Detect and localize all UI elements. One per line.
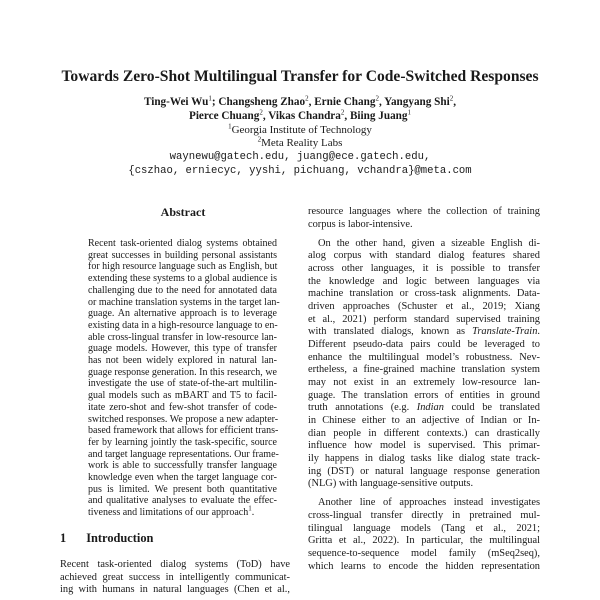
text-line: ily happens in dialog tasks like dialog state track- [308,452,540,464]
affiliation-name: Georgia Institute of Technology [231,124,372,136]
italic-term: Indian [416,402,444,414]
authors-line-1 [0,96,600,108]
text-line: ing (DST) or natural language response generation [308,465,540,477]
text-line: existing data in a high-resource language to en- [88,319,278,331]
text-line: which learns to encode the hidden representation [308,560,540,572]
text-segment: . [537,326,540,338]
author-affiliation-mark: 2 [305,94,309,103]
text-segment: could be translated [443,402,540,414]
text-line: able cross-lingual transfer in low-resource lan- [88,331,277,343]
text-line: guage response generation. In this research, we [88,366,277,378]
text-line: and qualitative analyses to evaluate the effec- [88,495,277,507]
text-line: Gritta et al., 2022). In particular, the multilingual [308,535,540,547]
paper-title: Towards Zero-Shot Multilingual Transfer for Code-Switched Responses [61,68,539,85]
footnote-mark: 1 [248,504,252,513]
text-line: switched responses. We propose a new adapter- [88,413,279,425]
affiliation-mark: 1 [228,122,232,131]
text-line: achieved great success in intelligently communicat- [60,571,290,583]
affiliation-1 [0,124,600,136]
author-affiliation-mark: 2 [375,94,379,103]
author-name: Biing Juang [349,110,408,122]
affiliation-mark: 2 [257,135,262,144]
author-separator: , [378,96,385,108]
emails-line-1: waynewu@gatech.edu, juang@ece.gatech.edu, [169,151,431,163]
text-line: On the other hand, given a sizeable English di- [318,237,540,249]
author-name: Ting-Wei Wu [143,96,209,108]
text-line: challenging due to the need for annotated data [88,284,277,296]
author-affiliation-mark: 2 [259,108,263,117]
text-segment: with translated dialogs, known as [308,326,473,338]
text-segment: . [251,507,255,519]
author-affiliation-mark: 1 [407,108,411,117]
text-line: and target language representations. Our frame- [88,448,279,460]
text-line: for high resource language such as English, but [88,261,278,273]
text-line: Another line of approaches instead investigates [318,497,540,509]
text-line: tilingual language models (Tang et al., 2021; [308,522,540,534]
text-line [308,326,540,339]
author-separator: ; [211,96,219,108]
text-line: alog corpus with standard dialog features shared [308,250,540,262]
text-line: pus is limited. We present both quantitative [88,483,277,495]
text-line: the knowledge and logic between languages via [308,275,540,287]
author-name: Yangyang Shi [384,96,450,108]
text-line: et al., 2021) perform standard supervised training [308,313,540,325]
text-segment: truth annotations (e.g. [308,402,417,414]
authors-line-2 [0,110,600,122]
author-separator: , [344,110,350,122]
text-line: guage. An alternative approach is to leverage [88,308,277,320]
text-line: great successes in building personal assistants [88,249,277,261]
text-line: ing with humans in natural languages (Chen et al., [60,584,290,596]
text-line: gual models such as mBART and T5 to facil- [88,390,277,402]
text-line: fer by learning jointly the task-specific, source [88,436,277,448]
text-line: cross-lingual transfer directly in pretrained mul- [308,510,540,522]
introduction-body [60,559,290,597]
section-title: Introduction [86,531,154,545]
text-line: or machine translation systems in the target lan- [88,296,280,308]
author-name: Ernie Chang [314,96,376,108]
text-line: Different pseudo-data pairs could be leveraged to [308,339,540,351]
text-segment: tiveness and limitations of our approach [88,507,249,519]
text-line: extending these systems to a global audience is [88,273,277,285]
section-heading-introduction [60,531,153,546]
text-line: itate zero-shot and few-shot transfer of code- [88,401,277,413]
text-line: corpus is labor-intensive. [308,218,413,230]
text-line: in Chinese either to an adjective of Indian or In- [308,415,540,426]
text-line: across other languages, it is possible to transfer [308,263,540,275]
affiliation-2 [0,137,600,149]
text-line: may not exist in an extremely low-resource lan- [308,377,540,389]
text-line: Recent task-oriented dialog systems (ToD) have [60,559,290,570]
text-line: sequence-to-sequence model family (mSeq2seq), [308,548,540,560]
text-line: machine translation or cross-task alignments. Data- [308,288,540,300]
text-line: dian people in different contexts.) can drastically [308,427,540,439]
text-line: enhance the multilingual model’s robustness. Nev- [308,351,540,363]
text-line: resource languages where the collection of training [308,206,540,217]
author-affiliation-mark: 1 [208,94,212,103]
author-name: Changsheng Zhao [218,96,306,108]
author-affiliation-mark: 2 [340,108,345,117]
text-line: investigate the use of state-of-the-art multilin- [88,378,277,390]
text-line: (NLG) with language-sensitive outputs. [308,478,474,490]
text-line: guage models. However, this type of transfer [88,343,277,355]
author-affiliation-mark: 2 [449,94,454,103]
author-separator: , [453,96,457,108]
text-line: Recent task-oriented dialog systems obtained [88,238,277,249]
text-line: influence how model is supervised. This primar- [308,440,540,452]
text-line: guage. The translation errors of entities in ground [308,389,540,401]
text-line [88,504,277,519]
text-line: ertheless, a fine-grained machine translation system [308,364,540,376]
italic-term: Translate-Train [472,326,538,338]
text-line: driven approaches (Schuster et al., 2019; Xiang [308,301,540,313]
text-line: knowledge even when the target language cor- [88,472,277,484]
author-name: Vikas Chandra [268,110,341,122]
section-number: 1 [60,531,67,545]
abstract-body [88,238,280,519]
author-name: Pierce Chuang [188,110,260,122]
text-line: has not been widely explored in natural lan- [88,355,277,367]
abstract-heading: Abstract [160,205,206,219]
right-column-body [308,206,540,573]
author-separator: , [308,96,315,108]
text-line: based framework that allows for efficient trans- [88,425,279,437]
text-line [308,402,540,415]
author-separator: , [262,110,269,122]
text-line: work is able to successfully transfer language [88,460,277,472]
emails-line-2: {cszhao, erniecyc, yyshi, pichuang, vchandra}@meta.com [128,165,472,177]
affiliation-name: Meta Reality Labs [261,137,343,149]
